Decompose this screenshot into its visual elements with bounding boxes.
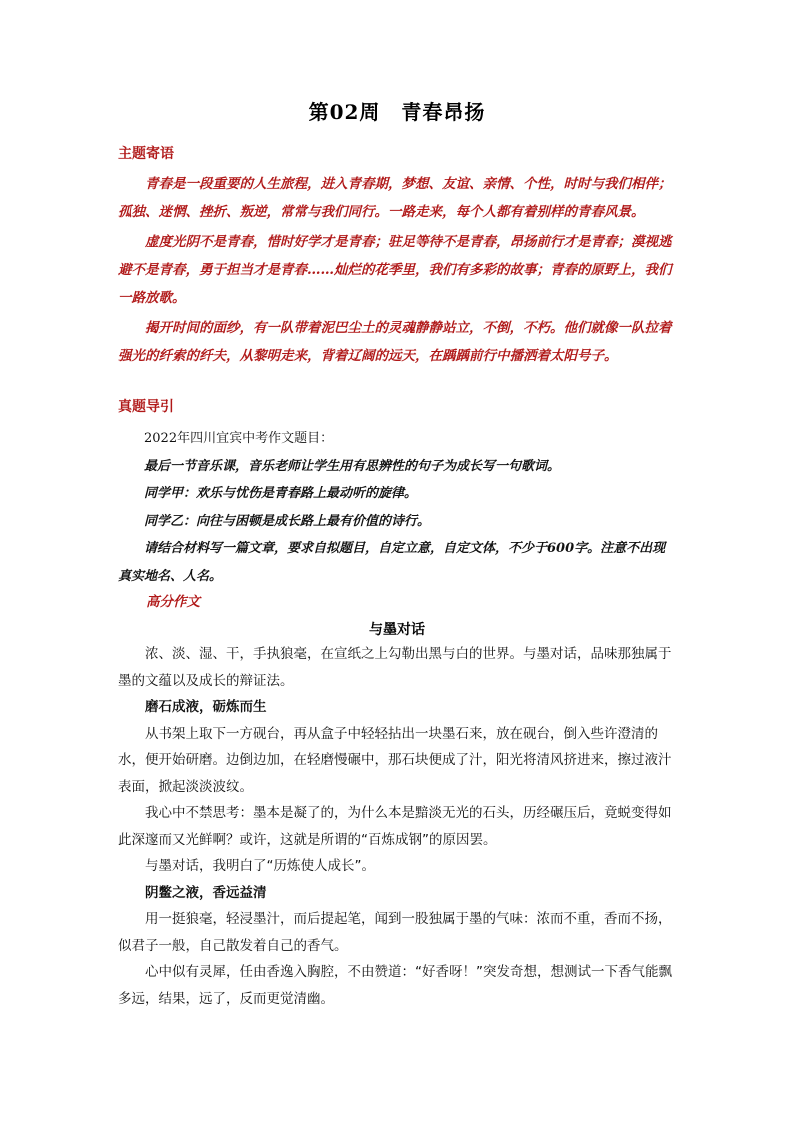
essay-paragraph: 与墨对话，我明白了“历炼使人成长”。: [145, 858, 375, 874]
section-heading-exam: 真题导引: [118, 399, 174, 415]
exam-prompt: [118, 425, 678, 590]
theme-paragraph: 揭开时间的面纱，有一队带着泥巴尘土的灵魂静静站立，不倒，不朽。他们就像一队拉着强光的纤索的纤夫，从黎明走来，背着辽阔的远天，在踽踽前行中播洒着太阳号子。: [118, 320, 672, 364]
exam-paragraph: 请结合材料写一篇文章，要求自拟题目，自定立意，自定文体，不少于600字。注意不出现真实地名、人名。: [118, 541, 666, 584]
essay-paragraph: 心中似有灵犀，任由香逸入胸腔，不由赞道：“好香呀！”突发奇想，想测试一下香气能飘多远，结果，远了，反而更觉清幽。: [118, 964, 672, 1007]
exam-paragraph: 同学乙：向往与困顿是成长路上最有价值的诗行。: [144, 513, 431, 529]
essay-paragraph: 我心中不禁思考：墨本是凝了的，为什么本是黯淡无光的石头，历经碾压后，竟蜕变得如此深邃而又光鲜啊？或许，这就是所谓的“百炼成钢”的原因罢。: [118, 805, 672, 848]
essay-paragraph: 浓、淡、湿、干，手执狼毫，在宣纸之上勾勒出黑与白的世界。与墨对话，品味那独属于墨的文蕴以及成长的辩证法。: [118, 646, 672, 689]
essay-label: 高分作文: [146, 594, 200, 610]
exam-paragraph: 同学甲：欢乐与忧伤是青春路上最动听的旋律。: [144, 486, 418, 501]
essay-title: 与墨对话: [369, 622, 425, 638]
page-title: 第02周 青春昂扬: [308, 100, 486, 124]
theme-paragraph: 虚度光阴不是青春，惜时好学才是青春；驻足等待不是青春，昂扬前行才是青春；漠视逃避不是青春，勇于担当才是青春……灿烂的花季里，我们有多彩的故事；青春的原野上，我们一路放歌。: [118, 234, 672, 306]
essay-paragraph: 从书架上取下一方砚台，再从盒子中轻轻拈出一块墨石来，放在砚台，倒入些许澄清的水，便开始研磨。边倒边加，在轻磨慢碾中，那石块便成了汁，阳光将清风挤进来，擦过液汁表面，掀起淡淡波纹。: [118, 725, 672, 795]
essay-subheading: 阴鳖之液，香远益清: [145, 884, 267, 901]
exam-paragraph: 最后一节音乐课，音乐老师让学生用有思辨性的句子为成长写一句歌词。: [144, 458, 561, 474]
essay-subheading: 磨石成液，砺炼而生: [145, 699, 267, 715]
section-heading-theme: 主题寄语: [118, 146, 174, 162]
theme-paragraph: 青春是一段重要的人生旅程，进入青春期，梦想、友谊、亲情、个性，时时与我们相伴；孤独、迷惘、挫折、叛逆，常常与我们同行。一路走来，每个人都有着别样的青春风景。: [118, 176, 672, 220]
essay-body: [118, 641, 678, 1012]
exam-paragraph: 2022年四川宜宾中考作文题目：: [144, 431, 334, 446]
theme-message: [118, 170, 678, 372]
essay-paragraph: 用一挺狼毫，轻浸墨汁，而后提起笔，闻到一股独属于墨的气味：浓而不重，香而不扬，似君子一般，自己散发着自己的香气。: [118, 911, 672, 954]
